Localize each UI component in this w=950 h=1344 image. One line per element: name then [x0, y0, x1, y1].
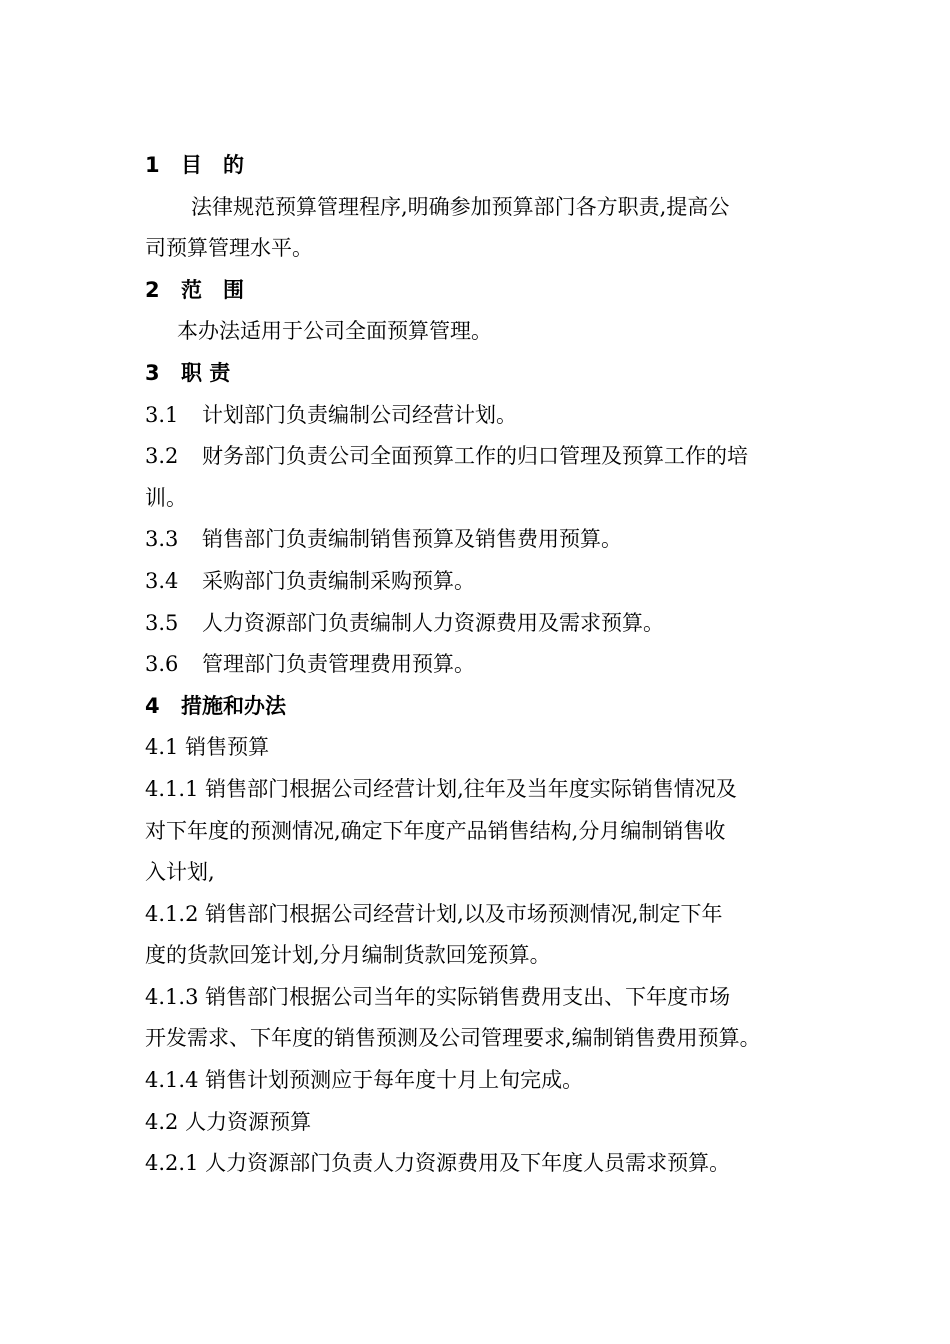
item-number: 3.1: [145, 402, 179, 427]
section-4-number: 4: [145, 693, 160, 718]
paragraph-4-1-2-line-2: 度的货款回笼计划,分月编制货款回笼预算。: [145, 943, 551, 968]
paragraph-4-1-1-line-3: 入计划,: [145, 860, 215, 885]
item-number: 3.6: [145, 652, 179, 677]
item-number: 3.2: [145, 444, 179, 469]
list-item-3-2-continuation: 训。: [145, 485, 187, 510]
paragraph-4-1-1-line-2: 对下年度的预测情况,确定下年度产品销售结构,分月编制销售收: [145, 818, 726, 843]
paragraph-4-2-1: 4.2.1 人力资源部门负责人力资源费用及下年度人员需求预算。: [145, 1151, 731, 1176]
item-number: 3.3: [145, 527, 179, 552]
section-4-heading: [145, 686, 815, 728]
section-1-title: 目 的: [181, 153, 244, 177]
item-number: 3.4: [145, 568, 179, 593]
section-3-title: 职 责: [181, 360, 231, 385]
document-page: [145, 145, 815, 1185]
list-item-3-6: [145, 644, 815, 686]
section-4-title: 措施和办法: [181, 693, 286, 718]
item-text: 计划部门负责编制公司经营计划。: [202, 402, 517, 427]
list-item-3-4: [145, 561, 815, 603]
paragraph-4-1-2-line-1: 4.1.2 销售部门根据公司经营计划,以及市场预测情况,制定下年: [145, 901, 723, 926]
subsection-4-1-title: 4.1 销售预算: [145, 735, 270, 760]
list-item-3-3: [145, 519, 815, 561]
list-item-3-1: [145, 395, 815, 437]
item-number: 3.5: [145, 610, 179, 635]
section-2-paragraph: 本办法适用于公司全面预算管理。: [177, 319, 492, 344]
section-1-paragraph-line-1: 法律规范预算管理程序,明确参加预算部门各方职责,提高公: [191, 194, 730, 219]
list-item-3-2: [145, 436, 815, 478]
section-1-number: 1: [145, 153, 160, 177]
item-text: 人力资源部门负责编制人力资源费用及需求预算。: [202, 610, 664, 635]
item-text: 采购部门负责编制采购预算。: [202, 568, 475, 593]
section-2-heading: [145, 270, 815, 312]
section-2-number: 2: [145, 277, 160, 302]
item-text: 管理部门负责管理费用预算。: [202, 652, 475, 677]
section-1-paragraph-line-2: 司预算管理水平。: [145, 236, 313, 261]
item-text: 财务部门负责公司全面预算工作的归口管理及预算工作的培: [202, 444, 748, 469]
section-3-number: 3: [145, 360, 160, 385]
subsection-4-2-title: 4.2 人力资源预算: [145, 1109, 312, 1134]
section-2-title: 范 围: [181, 277, 244, 302]
paragraph-4-1-4: 4.1.4 销售计划预测应于每年度十月上旬完成。: [145, 1068, 584, 1093]
section-3-heading: [145, 353, 815, 395]
section-1-heading: [145, 145, 815, 187]
item-text: 销售部门负责编制销售预算及销售费用预算。: [202, 527, 622, 552]
paragraph-4-1-1-line-1: 4.1.1 销售部门根据公司经营计划,往年及当年度实际销售情况及: [145, 776, 737, 801]
list-item-3-5: [145, 603, 815, 645]
paragraph-4-1-3-line-2: 开发需求、下年度的销售预测及公司管理要求,编制销售费用预算。: [145, 1026, 761, 1051]
paragraph-4-1-3-line-1: 4.1.3 销售部门根据公司当年的实际销售费用支出、下年度市场: [145, 984, 731, 1009]
